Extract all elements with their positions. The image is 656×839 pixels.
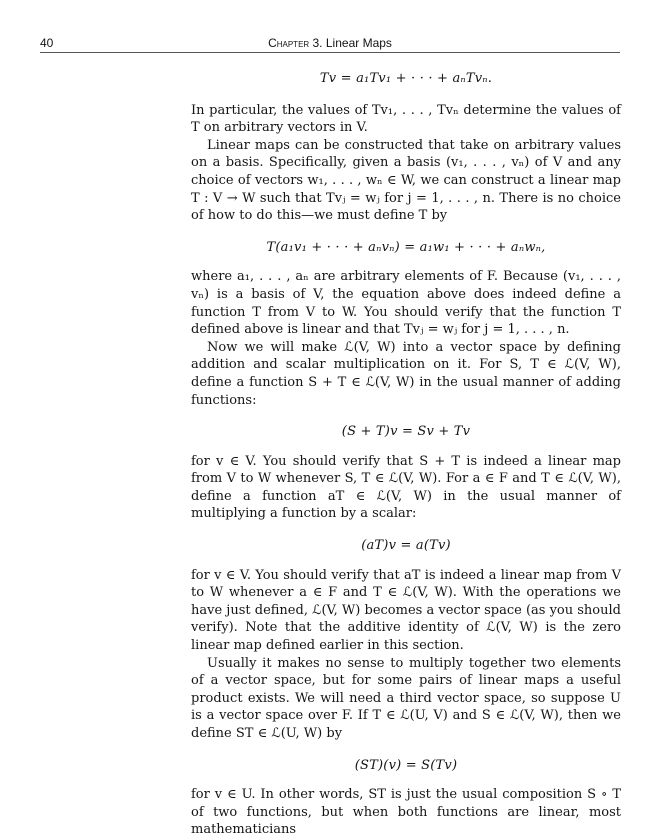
paragraph-values-determine: In particular, the values of Tv₁, . . . , Tvₙ determine the values of T on arbitrary vectors in V.: [191, 102, 621, 136]
paragraph-sum-linear: for v ∈ V. You should verify that S + T is indeed a linear map from V to W whenever S, T ∈ ℒ(V, W). For a ∈ F and T ∈ ℒ(V, W), define a function aT ∈ ℒ(V, W) in the usual manner of multiplying a function by a scalar:: [191, 453, 621, 522]
paragraph-composition: for v ∈ U. In other words, ST is just the usual composition S ∘ T of two functions, but when both functions are linear, most mathematicians: [191, 787, 621, 838]
chapter-label: Chapter 3.: [268, 36, 323, 50]
paragraph-arbitrary-elements: where a₁, . . . , aₙ are arbitrary elements of F. Because (v₁, . . . , vₙ) is a basis of V, the equation above does indeed define a function T from V to W. You should verify that the function T defined above is linear and that Tvⱼ = wⱼ for j = 1, . . . , n.: [191, 269, 621, 338]
equation-scalar: (aT)v = a(Tv): [361, 538, 451, 554]
equation-linear-combination: Tv = a₁Tv₁ + · · · + aₙTvₙ.: [319, 71, 493, 86]
chapter-name: Linear Maps: [325, 36, 392, 50]
paragraph-scalar-linear: for v ∈ V. You should verify that aT is indeed a linear map from V to W whenever a ∈ F and T ∈ ℒ(V, W). With the operations we have just defined, ℒ(V, W) becomes a vector space (as you should verify). Note that the additive identity of ℒ(V, W) is the zero linear map defined earlier in this section.: [191, 567, 621, 654]
running-header: [40, 30, 620, 53]
paragraph-construct-linear-map: Linear maps can be constructed that take on arbitrary values on a basis. Specifically, given a basis (v₁, . . . , vₙ) of V and any choice of vectors w₁, . . . , wₙ ∈ W, we can construct a linear map T : V → W such that Tvⱼ = wⱼ for j = 1, . . . , n. There is no choice of how to do this—we must define T by: [191, 137, 621, 224]
page-number: 40: [40, 36, 54, 50]
chapter-title: [40, 36, 620, 50]
paragraph-product: Usually it makes no sense to multiply together two elements of a vector space, but for some pairs of linear maps a useful product exists. We will need a third vector space, so suppose U is a vector space over F. If T ∈ ℒ(U, V) and S ∈ ℒ(V, W), then we define ST ∈ ℒ(U, W) by: [191, 655, 621, 741]
equation-product: (ST)(v) = S(Tv): [354, 757, 458, 773]
paragraph-vector-space-structure: Now we will make ℒ(V, W) into a vector space by defining addition and scalar multiplication on it. For S, T ∈ ℒ(V, W), define a function S + T ∈ ℒ(V, W) in the usual manner of adding functions:: [191, 339, 621, 408]
equation-define-t: T(a₁v₁ + · · · + aₙvₙ) = a₁w₁ + · · · + aₙwₙ,: [266, 239, 546, 255]
page-body: [191, 64, 621, 839]
equation-sum: (S + T)v = Sv + Tv: [341, 424, 471, 440]
